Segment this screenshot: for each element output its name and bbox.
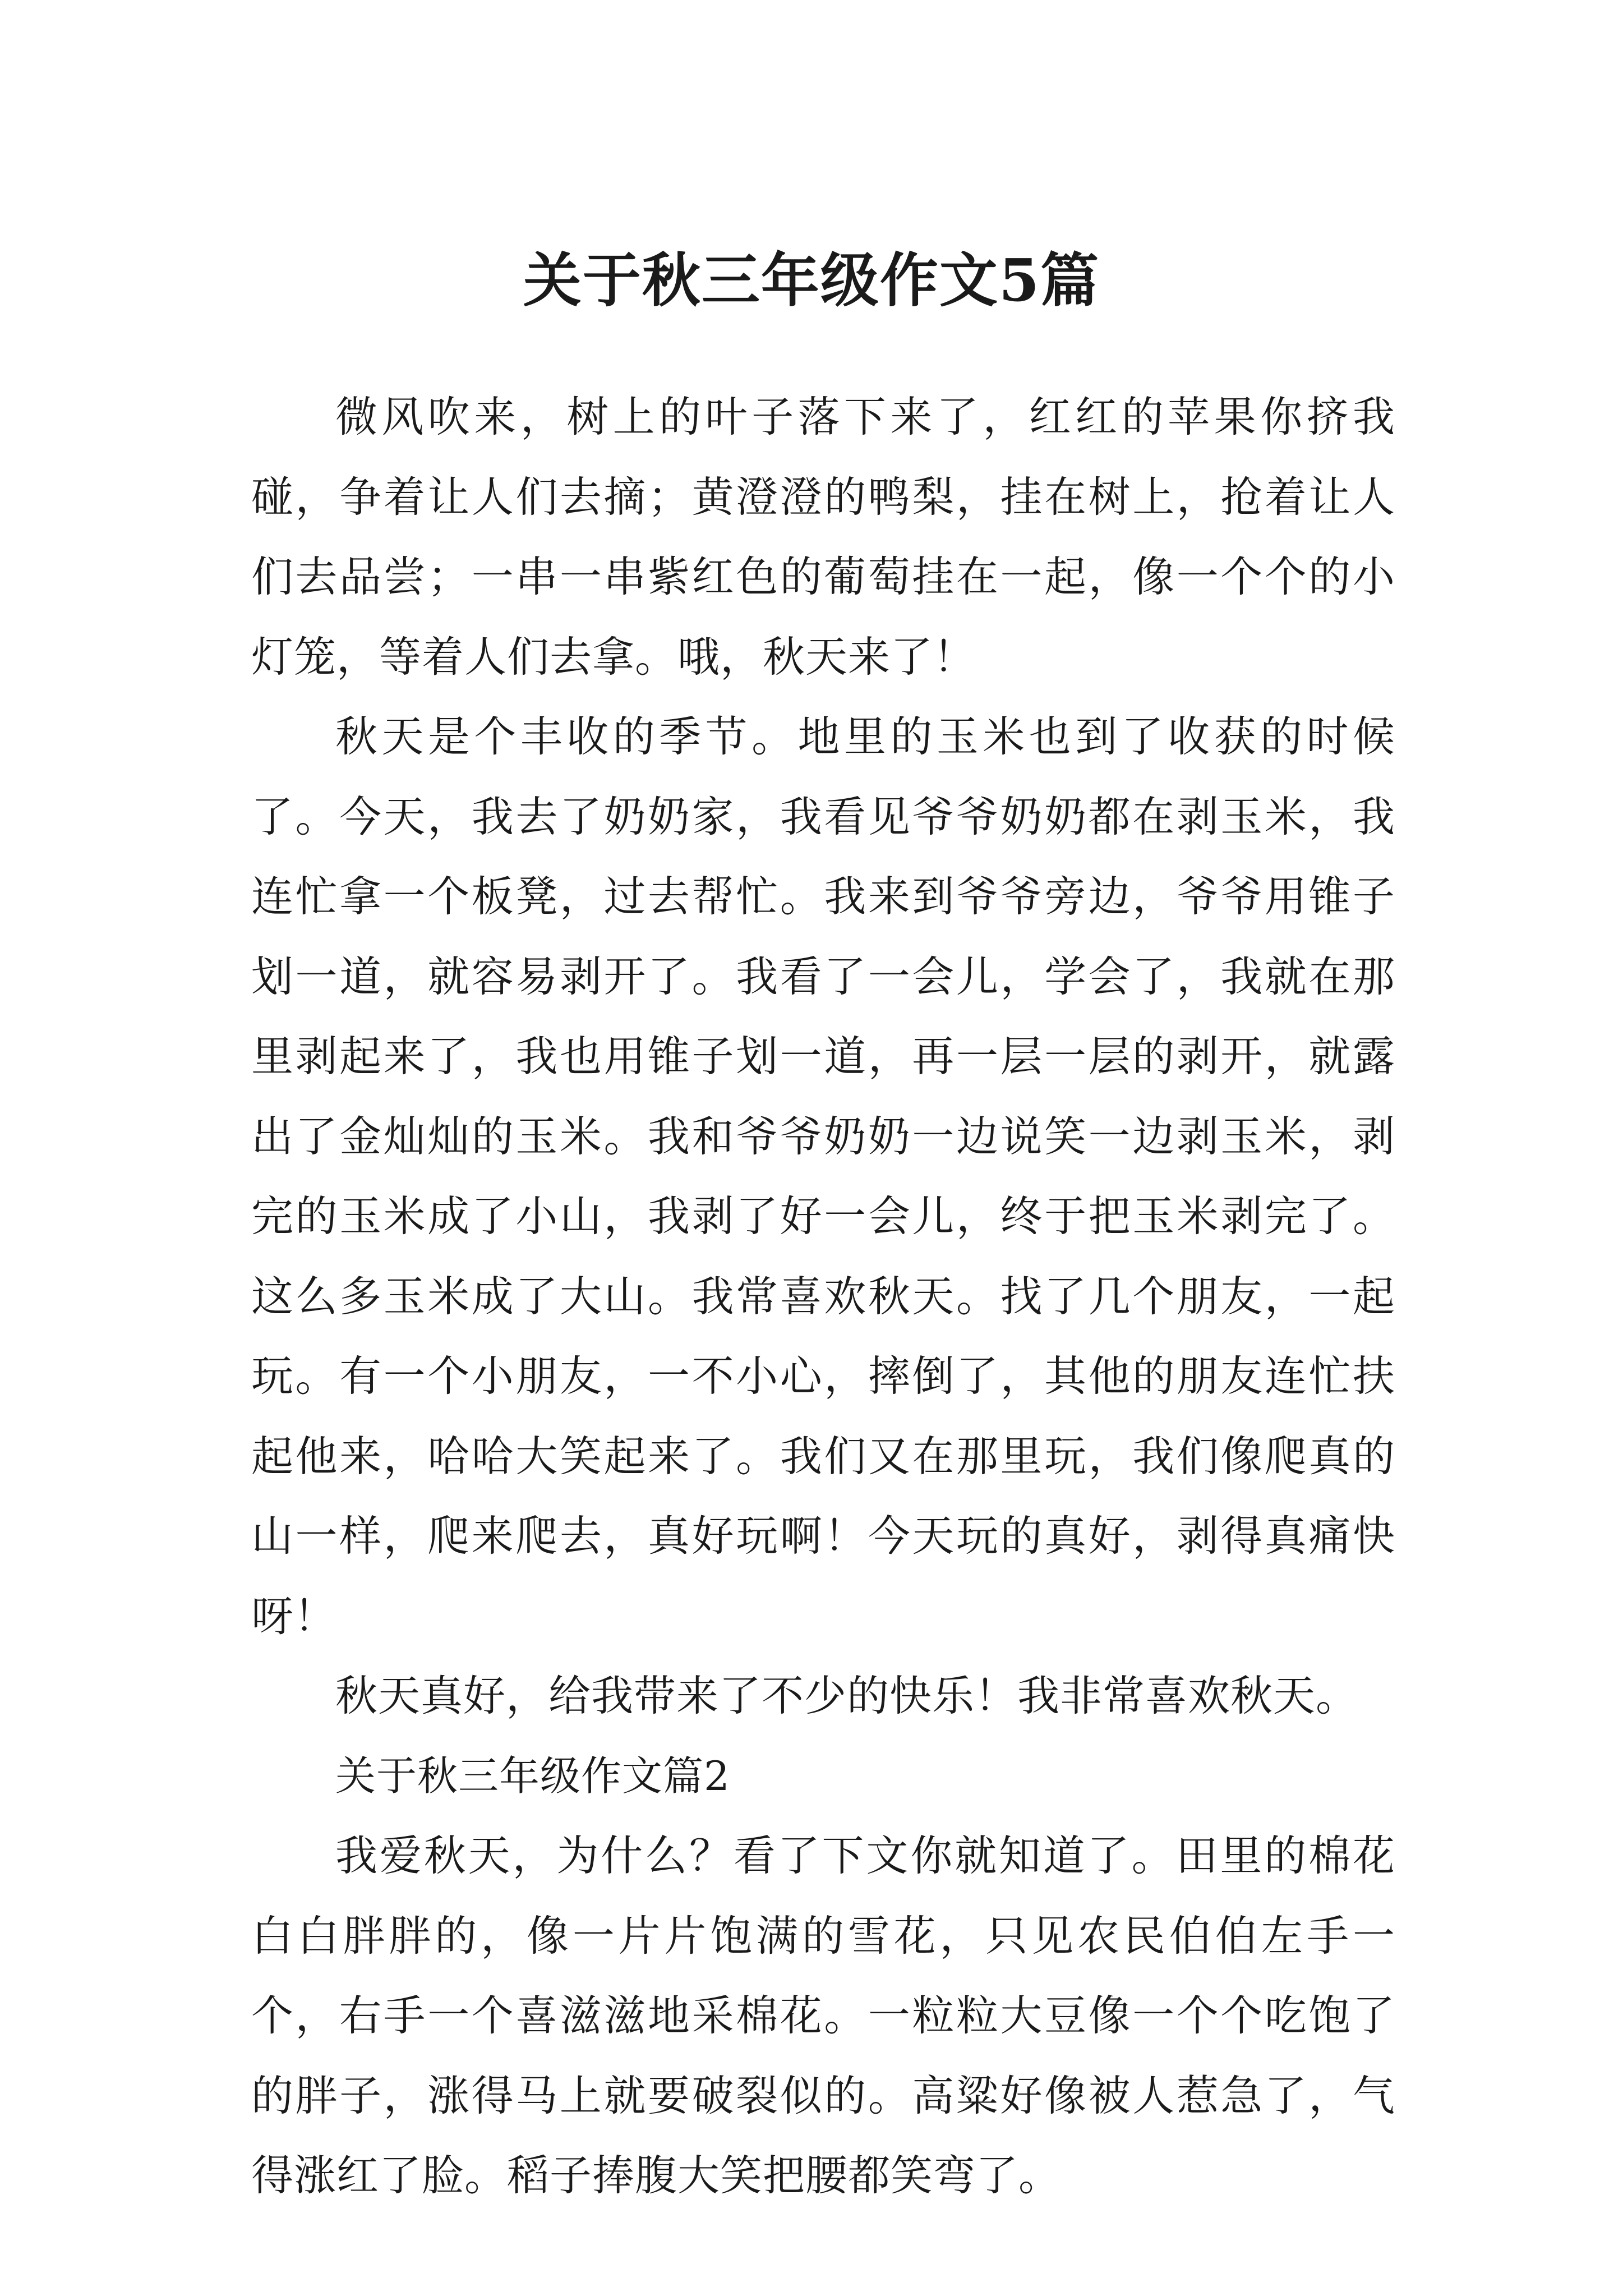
document-title: 关于秋三年级作文5篇 (523, 245, 1100, 315)
paragraph-2: 秋天是个丰收的季节。地里的玉米也到了收获的时候了。今天，我去了奶奶家，我看见爷爷奶奶都在剥玉米，我连忙拿一个板凳，过去帮忙。我来到爷爷旁边，爷爷用锥子划一道，就容易剥开了。我看了一会儿，学会了，我就在那里剥起来了，我也用锥子划一道，再一层一层的剥开，就露出了金灿灿的玉米。我和爷爷奶奶一边说笑一边剥玉米，剥完的玉米成了小山，我剥了好一会儿，终于把玉米剥完了。这么多玉米成了大山。我常喜欢秋天。找了几个朋友，一起玩。有一个小朋友，一不小心，摔倒了，其他的朋友连忙扶起他来，哈哈大笑起来了。我们又在那里玩，我们像爬真的山一样，爬来爬去，真好玩啊！今天玩的真好，剥得真痛快呀！ (251, 712, 1395, 1641)
paragraph-4: 我爱秋天，为什么？看了下文你就知道了。田里的棉花白白胖胖的，像一片片饱满的雪花，只见农民伯伯左手一个，右手一个喜滋滋地采棉花。一粒粒大豆像一个个吃饱了的胖子，涨得马上就要破裂似的。高粱好像被人惹急了，气得涨红了脸。稻子捧腹大笑把腰都笑弯了。 (251, 1831, 1395, 2200)
document-body (251, 377, 1395, 2216)
paragraph-3: 秋天真好，给我带来了不少的快乐！我非常喜欢秋天。 (335, 1671, 1359, 1720)
paragraph-1: 微风吹来，树上的叶子落下来了，红红的苹果你挤我碰，争着让人们去摘；黄澄澄的鸭梨，挂在树上，抢着让人们去品尝；一串一串紫红色的葡萄挂在一起，像一个个的小灯笼，等着人们去拿。哦，秋天来了！ (251, 392, 1395, 682)
section-heading-2: 关于秋三年级作文篇2 (335, 1752, 730, 1800)
